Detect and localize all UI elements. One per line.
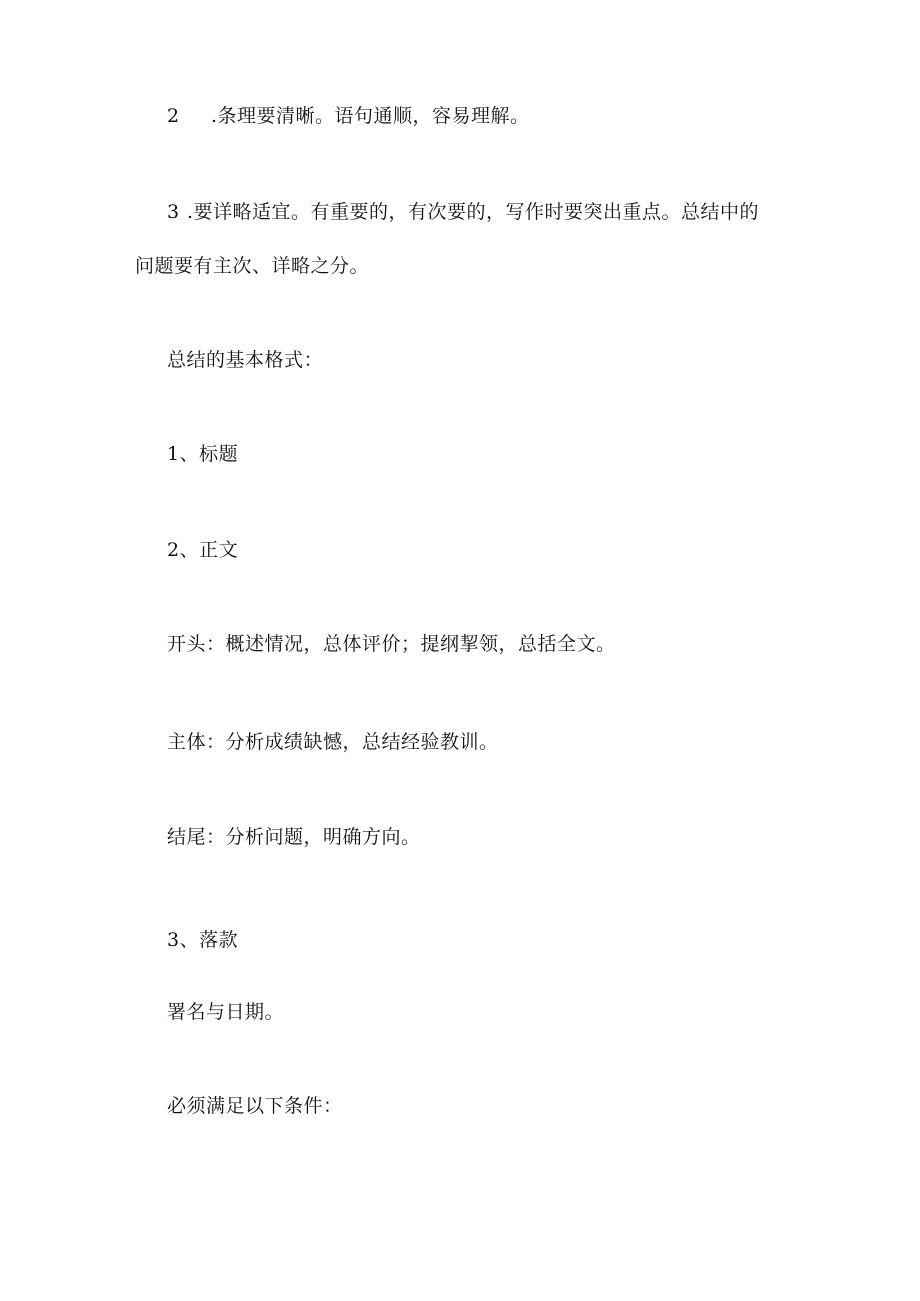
paragraph-main-body: 主体：分析成绩缺憾，总结经验教训。 xyxy=(167,731,499,753)
paragraph-conditions: 必须满足以下条件： xyxy=(167,1095,343,1117)
paragraph-ending: 结尾：分析问题，明确方向。 xyxy=(167,826,421,848)
format-heading: 总结的基本格式： xyxy=(167,349,324,371)
paragraph-signature: 署名与日期。 xyxy=(167,1001,285,1023)
list-item-3 xyxy=(167,200,759,224)
section-signature: 3、落款 xyxy=(167,929,239,951)
list-item-text: 问题要有主次、详略之分。 xyxy=(135,255,370,277)
paragraph-opening: 开头：概述情况，总体评价；提纲挈领，总括全文。 xyxy=(167,633,616,655)
list-item-number: 2 xyxy=(167,105,180,127)
list-item-3-continuation xyxy=(135,254,369,278)
section-title: 1、标题 xyxy=(167,443,239,465)
section-body: 2、正文 xyxy=(167,539,239,561)
list-item-number: 3 xyxy=(167,201,180,223)
list-item-text: .要详略适宜。有重要的，有次要的，写作时要突出重点。总结中的 xyxy=(187,201,760,223)
list-item-text: .条理要清晰。语句通顺，容易理解。 xyxy=(211,105,530,127)
list-item-2 xyxy=(167,104,530,128)
